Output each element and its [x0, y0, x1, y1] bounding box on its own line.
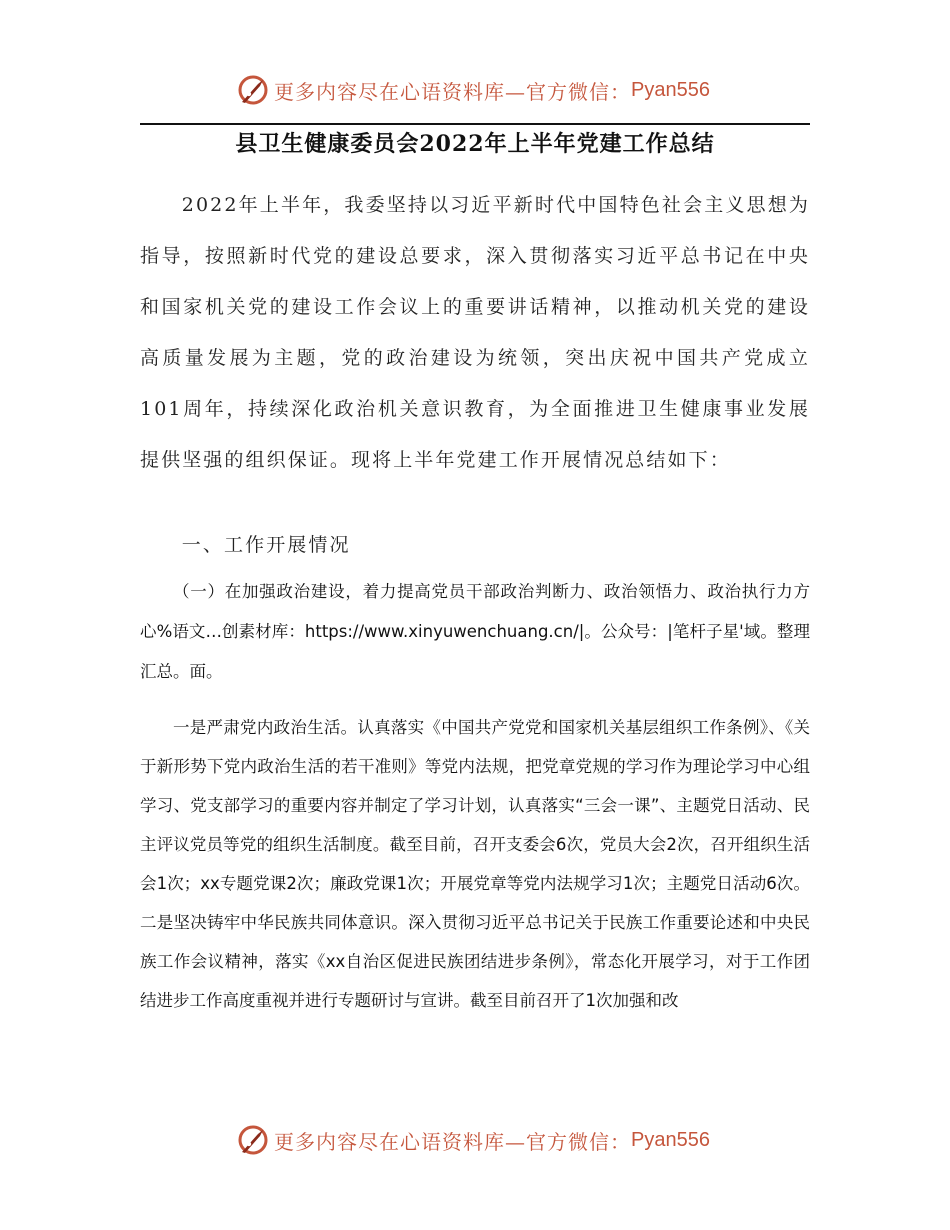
- section-heading: 一、工作开展情况: [181, 534, 351, 556]
- watermark-header: [236, 72, 716, 108]
- watermark-wechat: Pyan556: [631, 78, 710, 101]
- page-title: 县卫生健康委员会2022年上半年党建工作总结: [235, 131, 715, 157]
- pen-logo-icon: [236, 1123, 270, 1157]
- watermark-wechat: Pyan556: [631, 1128, 710, 1151]
- watermark-footer: [236, 1122, 716, 1158]
- watermark-text: 更多内容尽在心语资料库—官方微信：: [274, 79, 631, 104]
- watermark-text: 更多内容尽在心语资料库—官方微信：: [274, 1129, 631, 1154]
- subsection-paragraph: （一）在加强政治建设，着力提高党员干部政治判断力、政治领悟力、政治执行力方心%语文…创素材库：https://www.xinyuwenchuang.cn/|。公众号：|笔杆子星'域。整理汇总。面。: [140, 582, 810, 681]
- detail-paragraph: 一是严肃党内政治生活。认真落实《中国共产党党和国家机关基层组织工作条例》、《关于新形势下党内政治生活的若干准则》等党内法规，把党章党规的学习作为理论学习中心组学习、党支部学习的重要内容并制定了学习计划，认真落实“三会一课”、主题党日活动、民主评议党员等党的组织生活制度。截至目前，召开支委会6次，党员大会2次，召开组织生活会1次；xx专题党课2次；廉政党课1次；开展党章等党内法规学习1次；主题党日活动6次。二是坚决铸牢中华民族共同体意识。深入贯彻习近平总书记关于民族工作重要论述和中央民族工作会议精神，落实《xx自治区促进民族团结进步条例》，常态化开展学习，对于工作团结进步工作高度重视并进行专题研讨与宣讲。截至目前召开了1次加强和改: [140, 718, 810, 1010]
- header-rule: [140, 123, 810, 125]
- pen-logo-icon: [236, 73, 270, 107]
- intro-paragraph: 2022年上半年，我委坚持以习近平新时代中国特色社会主义思想为指导，按照新时代党的建设总要求，深入贯彻落实习近平总书记在中央和国家机关党的建设工作会议上的重要讲话精神，以推动机关党的建设高质量发展为主题，党的政治建设为统领，突出庆祝中国共产党成立101周年，持续深化政治机关意识教育，为全面推进卫生健康事业发展提供坚强的组织保证。现将上半年党建工作开展情况总结如下：: [140, 194, 810, 471]
